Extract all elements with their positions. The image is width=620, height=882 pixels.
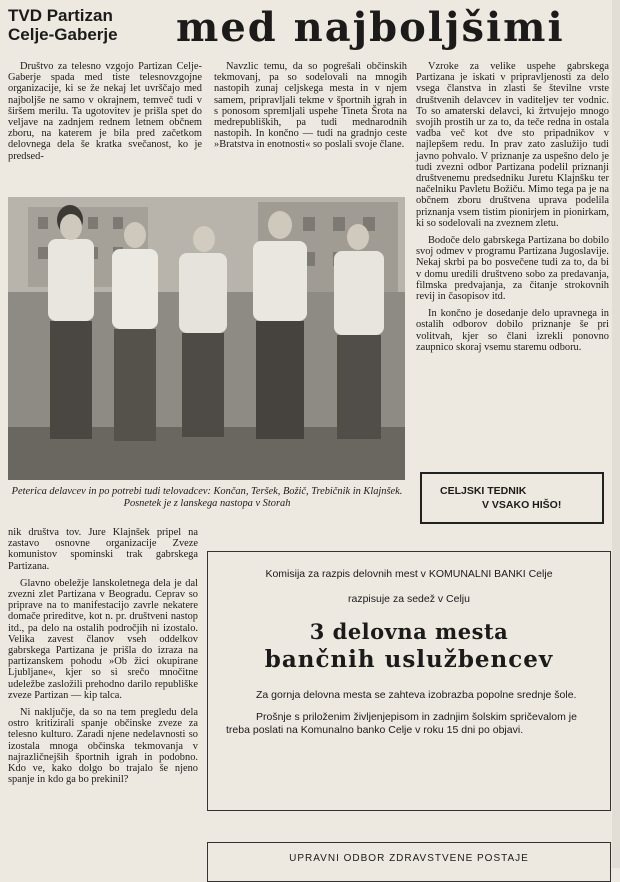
bottom-notice-box: UPRAVNI ODBOR ZDRAVSTVENE POSTAJE (207, 842, 611, 882)
column-3-paragraph: Vzroke za velike uspehe gabrskega Partizana je iskati v pripravljenosti za delo vsega članstva in zlasti še številne vrste društvenih delavcev in vaditeljev ter vodnic. To so amaterski delavci, ki žrtvujejo mnogo svojih prostih ur za to, da teče redna in ostala vadba več kot dve sto pripadnikov v najlepšem redu. In prav zato zaslužijo tudi javno pohvalo. V priznanje za uspešno delo je tudi zvezni odbor Partizana podelil priznanji društvenemu predsedniku Juretu Klajnšku ter načelniku Pavletu Božiču. Mimo tega pa je na občnem zboru društvena uprava podelila priznanja vsem tistim pionirjem in pionirkam, ki so sodelovali na zveznem zletu. (416, 61, 609, 229)
group-photo (8, 197, 405, 480)
article-headline: med najboljšimi (176, 4, 565, 51)
ad-requirements: Za gornja delovna mesta se zahteva izobrazba popolne srednje šole. (256, 689, 577, 701)
column-2-paragraph: Navzlic temu, da so pogrešali občinskih tekmovanj, pa so sodelovali na mnogih nastopih zunaj celjskega mesta in v njem samem, pripravljali tekme v športnih igrah in s ponosom spremljali uspehe Tineta Šrota na medrepubliških, pa tudi mednarodnih nastopih. In končno — tudi na gradnjo ceste »Bratstva in enotnosti« so poslali svoje člane. (214, 61, 407, 151)
column-1-paragraph: Društvo za telesno vzgojo Partizan Celje-Gaberje spada med tiste telesnovzgojne organizacije, ki se že nekaj let uvrščajo med najboljše ne samo v okrajnem, temveč tudi v širšem merilu. Ta ugotovitev je prišla spet do veljave na zadnjem rednem letnem občnem zboru, na katerem je bila pred začetkom delovnega dela še kratka svečanost, ko je predsed- (8, 61, 202, 162)
column-4-paragraph: Glavno obeležje lanskoletnega dela je dal zvezni zlet Partizana v Beogradu. Ceprav so priprave na to manifestacijo zavrle nekatere domače prireditve, kot n. pr. društveni nastop itd., pa delo na ostalih področjih ni izostalo. Velika zavest članov vseh oddelkov gabrskega Partizana je prišla do izraza na partizanskem pohodu »Ob žici okupirane Ljubljane«, kjer so si srečo mnočitne udeležbe zasložili prehodno darilo republiške zveze Partizan — kip talca. (8, 577, 198, 701)
page-edge (612, 0, 620, 868)
article-kicker (8, 6, 168, 44)
column-3-paragraph: Bodoče delo gabrskega Partizana bo dobilo svoj odmev v programu Partizana Jugoslavije. Nekaj skrbi pa bo posvečene tudi za to, da bi v domu uredili društveno sobo za predavanja, filmska predvajanja, za čitanje strokovnih revij in časopisov itd. (416, 235, 609, 303)
ad-title-line-2: bančnih uslužbencev (264, 646, 554, 673)
ad-title-line-1: 3 delovna mesta (309, 619, 509, 644)
column-4-paragraph: Ni naključje, da so na tem pregledu dela ostro kritizirali spanje občinske zveze za telesno kulturo. Zaradi njene nedelavnosti so izostala mnoga občinska tekmovanja v najrazličnejših športnih igrah in podobno. Kdo ve, kako dolgo bo trajalo še njeno spanje in kdo ga bo prekinil? (8, 707, 198, 786)
promo-line-1: CELJSKI TEDNIK (440, 485, 527, 497)
ad-intro: Komisija za razpis delovnih mest v KOMUNALNI BANKI Celje (265, 568, 553, 580)
article-column-3 (416, 61, 609, 353)
column-4-paragraph: nik društva tov. Jure Klajnšek pripel na zastavo osnovne organizacije Zveze komunistov spominski trak gabrskega Partizana. (8, 527, 198, 572)
ad-application-info: Prošnje s priloženim življenjepisom in zadnjim šolskim spričevalom je treba poslati na Komunalno banko Celje v roku 15 dni po objavi. (226, 711, 577, 736)
job-advertisement (207, 551, 611, 811)
photo-caption: Peterica delavcev in po potrebi tudi telovadcev: Končan, Teršek, Božič, Trebičnik in Klajnšek. Posnetek je z lanskega nastopa v Storah (11, 486, 403, 509)
article-column-1 (8, 61, 202, 162)
promo-box (420, 472, 604, 524)
group-photo-illustration (8, 197, 405, 480)
ad-subtitle: razpisuje za sedež v Celju (348, 593, 470, 605)
article-column-2 (214, 61, 407, 151)
promo-line-2: V VSAKO HIŠO! (482, 499, 562, 511)
kicker-line-2: Celje-Gaberje (8, 25, 118, 44)
column-3-paragraph: In končno je dosedanje delo upravnega in ostalih odborov dobilo priznanje še pri volitvah, kjer so člani izrekli ponovno zaupnico skoraj vsemu staremu odboru. (416, 308, 609, 353)
article-column-4 (8, 527, 198, 785)
kicker-line-1: TVD Partizan (8, 6, 113, 25)
